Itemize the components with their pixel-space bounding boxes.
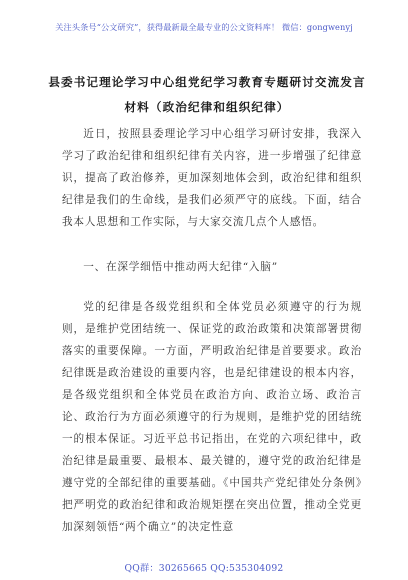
section-heading: 一、在深学细悟中推动两大纪律“入脑” — [83, 261, 278, 273]
body-paragraph: 党的纪律是各级党组织和全体党员必须遵守的行为规则，是维护党团结统一、保证党的政治政策和决策部署贯彻落实的重要保障。一方面，严明政治纪律是首要要求。政治纪律既是政治建设的重要内容，也是纪律建设的根本内容，是各级党组织和全体党员在政治方向、政治立场、政治言论、政治行为方面必须遵守的行为规则，是维护党的团结统一的根本保证。习近平总书记指出，在党的六项纪律中，政治纪律是最重要、最根本、最关键的，遵守党的政治纪律是遵守党的全部纪律的重要基础。《中国共产党纪律处分条例》把严明党的政治纪律和政治规矩摆在突出位置，推动全党更加深刻领悟“两个确立”的决定性意 — [62, 301, 362, 533]
header-banner: 关注头条号“公文研究”，获得最新最全最专业的公文资料库！ 微信：gongwenyj — [55, 22, 353, 32]
document-title: 县委书记理论学习中心组党纪学习教育专题研讨交流发言材料（政治纪律和组织纪律） — [48, 75, 366, 114]
intro-paragraph: 近日，按照县委理论学习中心组学习研讨安排，我深入学习了政治纪律和组织纪律有关内容，进一步增强了纪律意识，提高了政治修养，更加深刻地体会到，政治纪律和组织纪律是我们的生命线，是我们必须严守的底线。下面，结合我本人思想和工作实际，与大家交流几点个人感悟。 — [62, 128, 362, 228]
footer-contact: QQ群：30265665 QQ:535304092 — [124, 563, 284, 574]
